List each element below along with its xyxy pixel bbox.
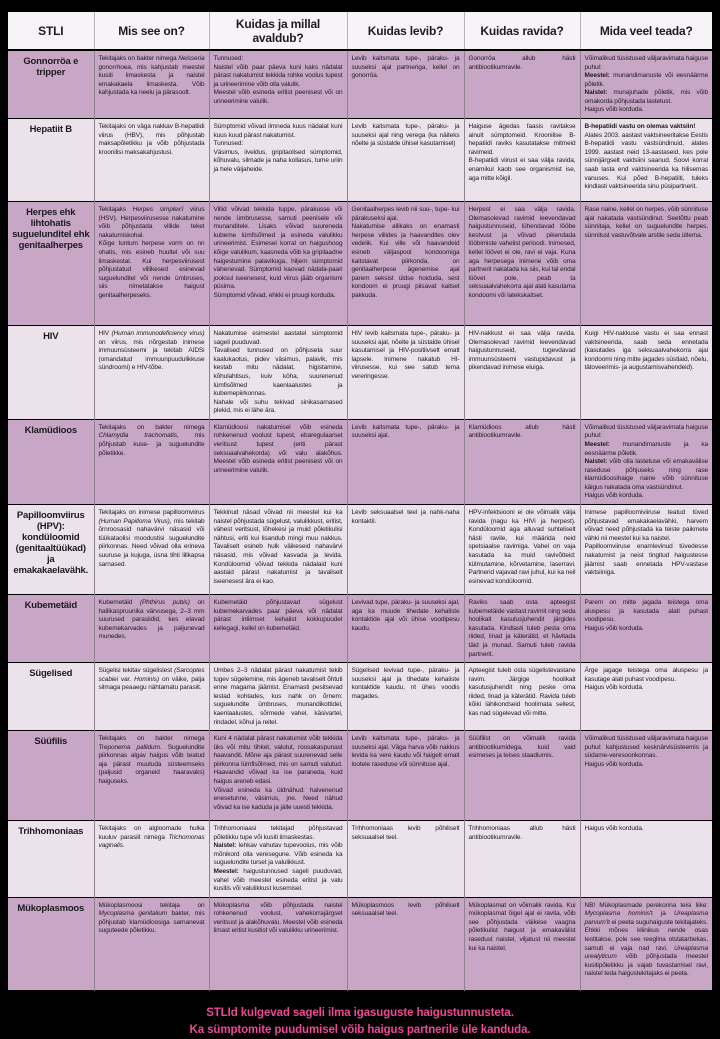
cell-treatment: Trihhomoniaas allub hästi antibiootikumravile. <box>464 821 580 898</box>
cell-treatment: HPV-infektsiooni ei ole võimalik välja ravida (nagu ka HIVi ja herpest). Kondüloomid aga alluvad suhteliselt hästi ravile, kui määrida neid spetsiaalse ravimiga. Vahel on vaja kasutada ka muid ravivõtteid: külmutamine, kõrvetamine, laserravi. Partnerid vajavad ravi juhul, kui ka neil esinevad kondüloomid. <box>464 505 580 595</box>
cell-transmission: Genitaalherpes levib nii suu-, tupe- kui pärakuseksi ajal. Nakatumise allikaks on enamasti herpese villides ja haavandites olev vedelik. Kui ville või haavandeid esineb väljaspool kondoomiga kaitstavat piirkonda, on genitaalherpese ägenemise ajal parem seksist üldse hoiduda, sest kondoom ei pruugi piisavat kaitset pakkuda. <box>347 202 464 326</box>
cell-what-is-it: Tekitajaks on väga nakkav B-hepatiidi viirus (HBV), mis põhjustab maksapõletikku ja võib põhjustada kroonilisi maksakahjustusi. <box>94 119 209 202</box>
cell-transmission: Levib kaitsmata tupe-, päraku- ja suuseksi ajal. <box>347 419 464 504</box>
footer-note <box>8 1005 712 1039</box>
header-row <box>8 12 712 50</box>
disease-name: Hepatiit B <box>8 119 94 202</box>
cell-more-info: Rase naine, kellel on herpes, võib sünnituse ajal nakatada vastsündinut. Seetõttu peab sünnitaja, kellel on suguelundite herpes, sünnitust vastuvõtvale arstile seda ütlema. <box>580 202 712 326</box>
disease-name: Sügelised <box>8 663 94 731</box>
footer-line-1: STLId kulgevad sageli ilma igasuguste haigustunnusteta. <box>206 1006 514 1019</box>
table-row <box>8 731 712 821</box>
cell-symptoms: Klamüdioosi nakatumisel võib esineda rohkenenud voolust tupest, ebaregulaarset veritsust tupest (eriti pärast seksuaalvahekorda) või valu alakõhus. Meestel võib esineda eritist peenisest või on urineerimine valulik. <box>209 419 347 504</box>
cell-what-is-it: Tekitajaks on bakter nimega Chlamydia trachomatis, mis põhjustab kuse- ja suguelundite põletikke. <box>94 419 209 504</box>
cell-more-info: Kuigi HIV-nakkuse vastu ei saa ennast vaktsineerida, saab seda ennetada (kasutades iga seksuaalvahekorra ajal kondoomi ning mitte jagades süstlaid, nõelu, tätoveerimis- ja augustamisvahendeid). <box>580 326 712 420</box>
cell-treatment: HIV-nakkust ei saa välja ravida. Olemasolevad ravimid leevendavad haigustunnuseid, tugevdavad immuunsüsteemi vastupidavust ja pikendavad inimese eluiga. <box>464 326 580 420</box>
table-row <box>8 505 712 595</box>
table-row <box>8 419 712 504</box>
disease-name: Trihhomoniaas <box>8 821 94 898</box>
cell-more-info: Ärge jagage teistega oma aluspesu ja kasutage alati puhast voodipesu. Haigus võib korduda. <box>580 663 712 731</box>
cell-what-is-it: Tekitajaks Herpes simplex'i viirus (HSV). Herpesviirusesse nakatumine võib põhjustada villide teket nakatumiskohal. Kõige tuntum herpese vorm on nn ohatis, mis esineb huultel või suu limaskestal. Kui herpesviirusest põhjustatud villikesed esinevad suguelunditel või nende ümbruses, siis nimetatakse haigust genitaalherpeseks. <box>94 202 209 326</box>
column-header-treatment: Kuidas ravida? <box>464 12 580 50</box>
disease-name: Kubemetäid <box>8 595 94 663</box>
cell-more-info: NB! Mükoplasmade perekonna teisi liike: Mycoplasma hominis't ja Ureaplasma parvum'it ei peeta suguhaiguste tekitajateks. Ehkki mõnes kliinikus nende osas testitakse, pole see reeglina otstatarbekas, samuti ei vaja nad ravi. Ureaplasma urealyticum võib põhjustada meestel kusitipõletikku ja vajab tuvastamisel ravi, naistel teda haigustekitajaks ei peeta. <box>580 897 712 990</box>
disease-name: Papilloomviirus (HPV): kondüloomid (genitaaltüükad) ja emakakaelavähk. <box>8 505 94 595</box>
cell-transmission: Mükoplasmoos levib põhiliselt seksuaalsel teel. <box>347 897 464 990</box>
cell-treatment: Klamüdioos allub hästi antibiootikumravile. <box>464 419 580 504</box>
column-header-symptoms: Kuidas ja millal avaldub? <box>209 12 347 50</box>
cell-what-is-it: Mükoplasmoosi tekitaja on Mycoplasma genitalium bakter, mis põhjustab klamüdioosiga sarnanevat suguteede põletikku. <box>94 897 209 990</box>
cell-symptoms: Tunnused: Naistel võib paar päeva kuni kaks nädalat pärast nakatumist tekkida rohke voolus tupest ja urineerimine võib olla valulik. Meestel võib esineda eritist peenisest või on urineerimine valulik. <box>209 50 347 119</box>
column-header-transmission: Kuidas levib? <box>347 12 464 50</box>
table-row <box>8 119 712 202</box>
table-row <box>8 202 712 326</box>
cell-symptoms: Tekkinud näsad võivad nii meestel kui ka naistel põhjustada sügelust, valulikkust, eritist, vähest veritsust, lõhekesi ja muid põletikulisi nähtusi, eriti kui lisandub mingi muu nakkus. Tavaliselt esineb hulk väikeseid nahavärvi näsasid, mis võivad kasvada ja levida. Kondüloomid võivad tekkida nädalaid kuni aastaid pärast nakatumist ja tavaliselt iseenesest ära ei kao. <box>209 505 347 595</box>
cell-what-is-it: HIV (Human immunodeficiency virus) on viirus, mis nõrgestab inimese immuunsüsteemi ja tekitab AIDSi (omandatud immuunpuudulikkuse sündroomi) e HIV-tõbe. <box>94 326 209 420</box>
stli-table <box>8 12 712 991</box>
table-row <box>8 50 712 119</box>
cell-transmission: Sügelised levivad tupe-, päraku- ja suuseksi ajal ja tihedate kehaliste kontaktide kaudu, nt ühes voodis magades. <box>347 663 464 731</box>
cell-what-is-it: Tekitajaks on algloomade hulka kuuluv parasiit nimega Trichomonas vaginalis. <box>94 821 209 898</box>
cell-treatment: Gonorröa allub hästi antibiootikumravile. <box>464 50 580 119</box>
cell-more-info: Parem on mitte jagada teistega oma aluspesu ja kasutada alati puhast voodipesu. Haigus võib korduda. <box>580 595 712 663</box>
cell-symptoms: Trihhomoniaasi tekitajad põhjustavad põletikku tupe või kusiti limaskestas. Naistel: lehkav vahutav tupevoolus, mis võib mõnikord olla veresegune. Võib esineda ka suguelundite turset ja valulikkust. Meestel: haigustunnused sageli puuduvad, vahel võib meestel esineda eritist ja valu kusitis või valulikkust kusemisel. <box>209 821 347 898</box>
cell-treatment: Apteegist tuleb osta sügelistevastane ravim. Järgige hoolikalt kasutusjuhendit ning peske oma riided, linad ja käterätid. Ravida tuleb kõiki lähikondseid hoolimata sellest, kas nad sügelevad või mitte. <box>464 663 580 731</box>
cell-transmission: HIV levib kaitsmata tupe-, päraku- ja suuseksi ajal, nõelte ja süstalde ühisel kasutamisel ja HIV-positiivselt emalt lapsele. Inimene nakatub HI-viirusesse, kui see satub tema vereringesse. <box>347 326 464 420</box>
cell-what-is-it: Tekitajaks on bakter nimega Neisseria gonorrhoea, mis kahjustab meestel kusiti limaskesta ja naistel emakakaela limaskesta. Võib kahjustada ka neelu ja pärasoolt. <box>94 50 209 119</box>
column-header-more-info: Mida veel teada? <box>580 12 712 50</box>
table-row <box>8 821 712 898</box>
cell-treatment: Herpest ei saa välja ravida. Olemasolevad ravimid leevendavad haigustunnuseid, lühendavad lööbe kestvust ja võivad pikendada lööbimiste vahelist perioodi. Inimesed, kellel löövet ei ole, ravi ei vaja. Kuna aga herpesega inimene võib oma partnerit nakatada ka siis, kui tal endal löövet pole, peab ta seksuaalvahekorra ajal alati kasutama kondoomi või latekskaitset. <box>464 202 580 326</box>
cell-symptoms: Umbes 2–3 nädalat pärast nakatumist tekib tugev sügelemine, mis ägeneb tavaliselt õhtuti enne magama jäämist. Enamasti pesitsevad lestad kohtades, kus nahk on õrnem: suguelundite ümbruses, munandikottidel, kaenlaalustes, sõrmede vahel, käsivartel, rindadel, kõhul ja reitel. <box>209 663 347 731</box>
disease-name: HIV <box>8 326 94 420</box>
table-row <box>8 897 712 990</box>
cell-treatment: Mükoplasmat on võimalik ravida. Kui mükoplasmat õigel ajal ei ravita, võib see põhjustada väikese vaagna põletikulist haigust ja emakavälist rasedust naistel, viljatust nii meestel kui ka naistel. <box>464 897 580 990</box>
cell-what-is-it: Tekitajaks on bakter nimega Treponema pallidum. Suguelundite piirkonnas algav haigus võib teatud aja pärast muutuda süsteemseks (paljusid organeid haaravaks) haiguseks. <box>94 731 209 821</box>
cell-more-info: Haigus võib korduda. <box>580 821 712 898</box>
cell-symptoms: Kubemetäid põhjustavad sügelust kubemekarvades paar päeva või nädalat pärast intiimset kehalist kokkupuudet kellegagi, kellel on kubemetäid. <box>209 595 347 663</box>
cell-treatment: Süüfilist on võimalik ravida antibiootikumidega, kuid vaid esimeses ja teises staadiumis. <box>464 731 580 821</box>
cell-symptoms: Kuni 4 nädalat pärast nakatumist võib tekkida üks või mitu tihket, valutut, roosakaspunast haavandit. Mõne aja pärast suurenevad selle piirkonna lümfisõlmed, mis on samuti valutud. Haavandid võivad ka ise paraneda, kuid haigus areneb edasi. Võivad esineda ka üldnähud: halvenenud enesetunne, väsimus, jne. Need nähud võivad ka ise kaduda ja jälle uuesti tekkida. <box>209 731 347 821</box>
table-row <box>8 663 712 731</box>
table-row <box>8 595 712 663</box>
cell-treatment: Haiguse ägedas faasis ravitakse ainult sümptomeid. Kroonilise B-hepatiidi raviks kasutatakse mitmeid ravimeid. B-hepatiidi viirust ei saa välja ravida, enamikul kaob see organismist ise, aga mitte kõigil. <box>464 119 580 202</box>
cell-transmission: Levib kaitsmata tupe-, päraku- ja suuseksi ajal partneriga, kellel on gonorröa. <box>347 50 464 119</box>
column-header-stli: STLI <box>8 12 94 50</box>
column-header-what-is-it: Mis see on? <box>94 12 209 50</box>
cell-symptoms: Sümptomid võivad ilmneda kuus nädalat kuni kuus kuud pärast nakatumist. Tunnused: Väsimus, iiveldus, gripitaolised sümptomid, kõhuvalu, silmade ja naha kollasus, tume uriin ja hele väljaheide. <box>209 119 347 202</box>
cell-transmission: Levib kaitsmata tupe-, päraku- ja suuseksi ajal. Väga harva võib nakkus levida ka vere kaudu või haigelt emalt lootele raseduse või sünnituse ajal. <box>347 731 464 821</box>
cell-what-is-it: Sügelisi tekitav sügelislest (Sarcoptes scabiei var. Hominis) on väike, palja silmaga peaaegu nähtamatu parasiit. <box>94 663 209 731</box>
cell-more-info: Võimalikud tüsistused väljaravimata haiguse puhul: Meestel: munandimanuste ja ka eesnäärme põletik. Naistel: võib olla lastetuse või emakavälise raseduse põhjuseks ning rase klamüdioosihaige naine võib sünnituse käigus nakatada oma vastsündinut. Haigus võib korduda. <box>580 419 712 504</box>
cell-transmission: Levivad tupe, päraku- ja suuseksi ajal, aga ka muude tihedate kehaliste kontaktide ajal või ühise voodipesu kaudu. <box>347 595 464 663</box>
cell-more-info: Inimese papilloomiviiruse teatud tüved põhjustavad emakakaelavähki, harvem võivad need põhjustada ka teiste paikmete vähki nii meestel kui ka naistel. Papilloomviiruse enamlevinud tüvedesse nakatumist ja neist tingitud haigustesse jäämist saab ennetada HPV-vastase vaktsiiniga. <box>580 505 712 595</box>
disease-name: Süüfilis <box>8 731 94 821</box>
cell-transmission: Trihhomoniaas levib põhiliselt seksuaalsel teel. <box>347 821 464 898</box>
cell-more-info: Võimalikud tüsistused väljaravimata haiguse puhul: kahjustused kesknärvisüsteemis ja südame-veresoonkonnas. Haigus võib korduda. <box>580 731 712 821</box>
disease-name: Klamüdioos <box>8 419 94 504</box>
cell-transmission: Levib seksuaalsel teel ja nahk-naha kontaktil. <box>347 505 464 595</box>
cell-symptoms: Villid võivad tekkida tuppe, pärakusse või nende ümbrusesse, samuti peenisele või munanditele. Lisaks võivad suureneda kubeme lümfisõlmed ja esineda valulikku urineerimist. Esimesel korral on haigushoog kõige valulikum, kaasneda võib ka gripilaadne haigestumine palavikuga, hiljem sümptomid vähenevad. Sümptomid kaovad nädala-paari jooksul iseenesest, kuid viirus jääb organismi püsima. Sümptomid võivad, ehkki ei pruugi korduda. <box>209 202 347 326</box>
cell-symptoms: Nakatumise esimestel aastatel sümptomid sageli puuduvad. Tavalised tunnused on põhjuseta suur kaalukaotus, pidev väsimus, palavik, mis kestab mitu nädalat, higistamine, kõhulahtisus, kuiv köha, suurenenud lümfisõlmed kaenlaalustes ja kubemepiirkonnas. Nahale või suhu tekivad sinikasarnased plekid, mis ei lähe ära. <box>209 326 347 420</box>
footer-line-2: Ka sümptomite puudumisel võib haigus partnerile üle kanduda. <box>189 1024 531 1036</box>
cell-more-info: B-hepatiidi vastu on olemas vaktsiin! Alates 2003. aastast vaktsineeritakse Eestis B-hepatiidi vastu vastsündinuid, alates 1999. aastast neid 13-aastaseid, kes pole sünnijärgselt vaktsiini saanud. Soovi korral saab lasta end vaktsineerida ka hilisemas vanuses. Kui põed B-hepatiiti, tuleks kindlasti vaktsineerida sinu püsipartnerit. <box>580 119 712 202</box>
cell-what-is-it: Tekitajaks on inimese papilloomviirus (Human Papilloma Virus), mis tekitab õrnroosasid nahavärvi näsasid või tüükataolisi moodustisi suguelundite piirkonnas. Need võivad olla erineva suuruse ja kujuga, üsna tihti lillkapsa sarnased. <box>94 505 209 595</box>
disease-name: Mükoplasmoos <box>8 897 94 990</box>
disease-name: Gonnorröa e tripper <box>8 50 94 119</box>
table-row <box>8 326 712 420</box>
cell-transmission: Levib kaitsmata tupe-, päraku- ja suuseksi ajal ning verega (ka näiteks nõelte ja süstalde ühisel kasutamisel) <box>347 119 464 202</box>
disease-name: Herpes ehk lihtohatis suguelunditel ehk genitaalherpes <box>8 202 94 326</box>
cell-more-info: Võimalikud tüsistused väljaravimata haiguse puhul: Meestel: munandimanuste või eesnäärme põletik. Naistel: munajuhade põletik, mis võib omakorda põhjustada lastetust. Haigus võib korduda. <box>580 50 712 119</box>
cell-what-is-it: Kubemetäid (Phthirus pubis) on hallikaspruunika värvusega, 2–3 mm suurused parasiidid, kes elavad kubemekarvades ja paljunevad munedes. <box>94 595 209 663</box>
cell-symptoms: Mükoplasma võib põhjustada naistel rohkenenud voolust, vahekorrajärgset veritsust ja alakõhuvalu. Meestel võib esineda limast eritist kusitist või valulikku urineerimist. <box>209 897 347 990</box>
cell-treatment: Raviks saab osta apteegist kubemetäide vastast ravimit ning seda hoolikalt kasutusjuhendit järgides kasutada. Kindlasti tuleb pesta oma riided, linad ja käterätid, et hävitada täid ja munad. Samuti tuleb ravida partnerit. <box>464 595 580 663</box>
